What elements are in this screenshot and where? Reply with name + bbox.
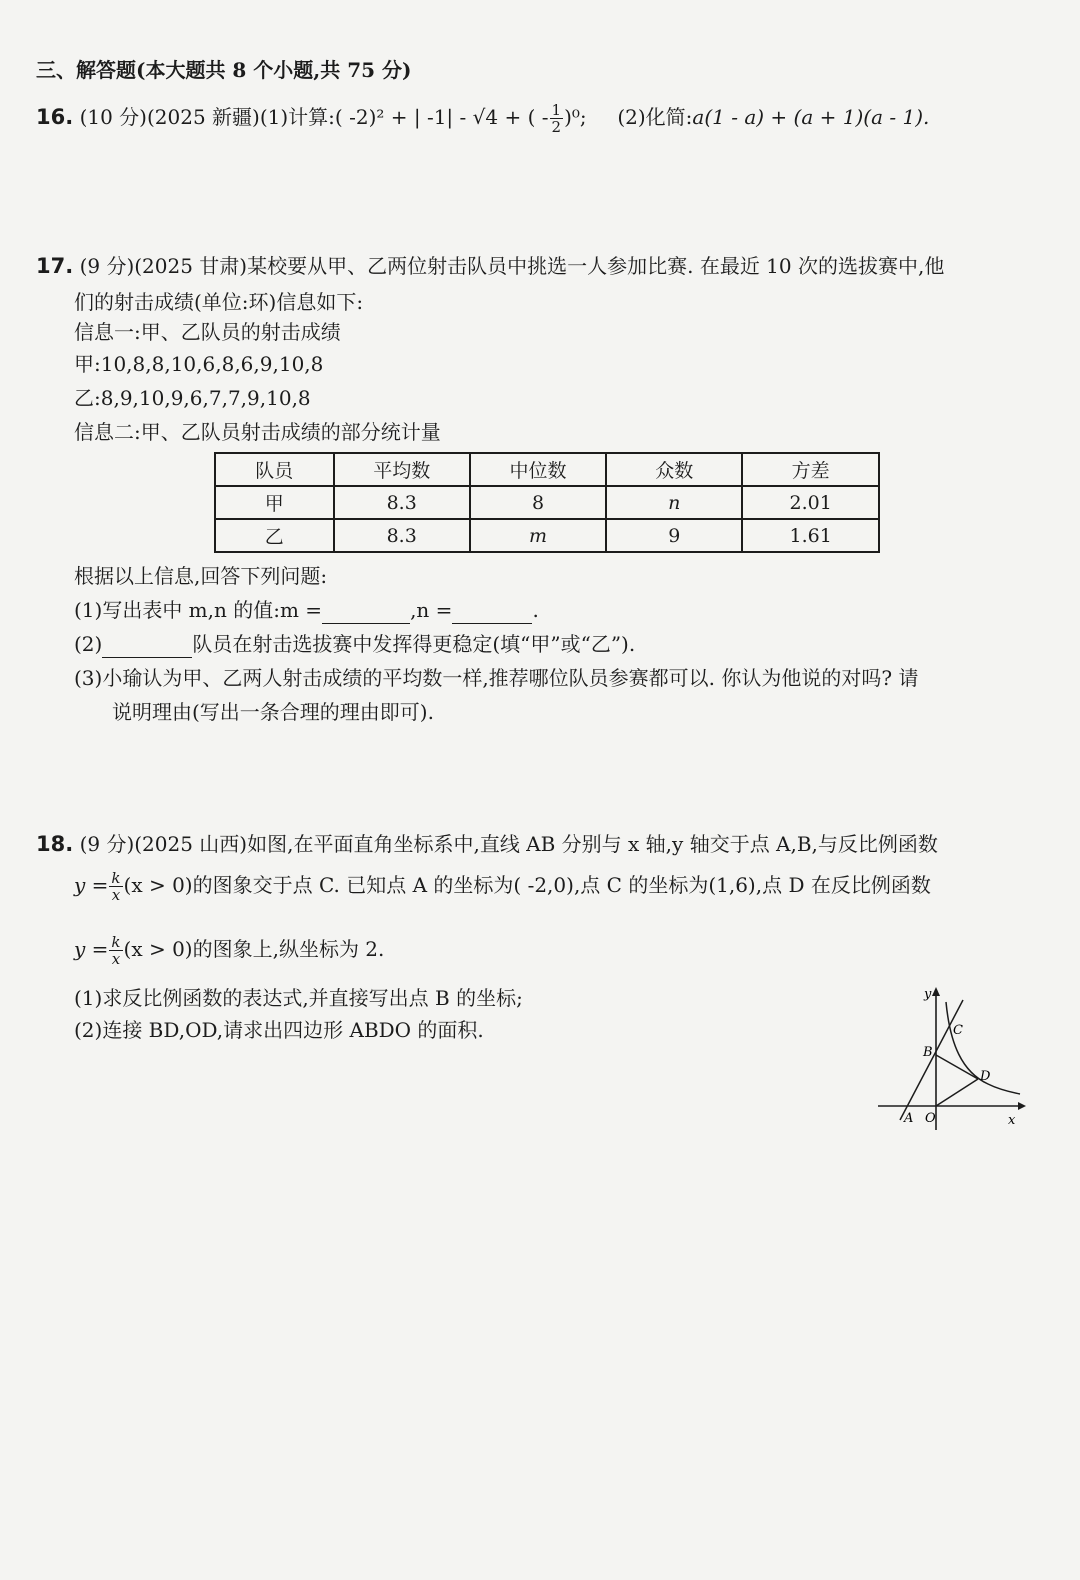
q17-part3-line1: (3)小瑜认为甲、乙两人射击成绩的平均数一样,推荐哪位队员参赛都可以. 你认为他说的对吗? 请 (74, 666, 919, 690)
q17-info2: 信息二:甲、乙队员射击成绩的部分统计量 (74, 420, 441, 444)
q18-number: 18. (36, 832, 74, 856)
q16-frac-num: 1 (551, 101, 562, 119)
q18-y-eq: y = (74, 873, 109, 897)
q18-fraction-2 (109, 934, 122, 967)
q16-meta: (10 分)(2025 新疆) (79, 105, 260, 129)
table-cell: 9 (606, 519, 742, 552)
table-cell: 甲 (215, 486, 334, 519)
table-row (215, 486, 879, 519)
q16-frac-den: 2 (551, 118, 562, 136)
q17-number: 17. (36, 254, 74, 278)
answer-blank-n[interactable] (452, 601, 532, 624)
table-header: 方差 (742, 453, 879, 486)
q16-part2-prefix: (2)化简: (617, 105, 693, 129)
q18-frac-num: k (111, 869, 121, 887)
table-cell: 乙 (215, 519, 334, 552)
answer-blank-player[interactable] (102, 635, 192, 658)
q17-part2 (74, 630, 635, 658)
table-cell: m (470, 519, 606, 552)
line-ab (900, 1000, 963, 1120)
label-a: A (904, 1111, 914, 1126)
q18-frac-den: x (111, 886, 121, 904)
table-header: 中位数 (470, 453, 606, 486)
q17-info1: 信息一:甲、乙队员的射击成绩 (74, 320, 341, 344)
x-axis-arrow (1018, 1102, 1026, 1110)
table-cell: 1.61 (742, 519, 879, 552)
q17-part1-period: . (532, 598, 539, 622)
q17-part2-label: (2) (74, 632, 103, 656)
q18-fraction (109, 870, 122, 903)
q18-stem-line2: (x > 0)的图象交于点 C. 已知点 A 的坐标为( -2,0),点 C 的坐标为(1,6),点 D 在反比例函数 (123, 873, 931, 897)
q16-part1-expr-a: ( -2)² + | -1| - √4 + ( - (334, 105, 549, 129)
q17-scores-jia: 甲:10,8,8,10,6,8,6,9,10,8 (74, 352, 324, 376)
q18-frac-num-2: k (111, 933, 121, 951)
table-cell: 8.3 (334, 486, 470, 519)
q18-part1: (1)求反比例函数的表达式,并直接写出点 B 的坐标; (74, 986, 523, 1010)
q16-number: 16. (36, 105, 74, 129)
q18-stem-line3: (x > 0)的图象上,纵坐标为 2. (123, 937, 385, 961)
table-cell: 8.3 (334, 519, 470, 552)
label-b: B (923, 1045, 933, 1060)
q16-part2-expr: a(1 - a) + (a + 1)(a - 1). (692, 105, 930, 129)
q16-fraction (550, 102, 564, 135)
q17-prompt: 根据以上信息,回答下列问题: (74, 564, 328, 588)
q17-part3-line2: 说明理由(写出一条合理的理由即可). (112, 700, 434, 724)
label-c: C (953, 1023, 963, 1038)
q18-part2: (2)连接 BD,OD,请求出四边形 ABDO 的面积. (74, 1018, 484, 1042)
table-header: 队员 (215, 453, 334, 486)
q17-stem-line1: (9 分)(2025 甘肃)某校要从甲、乙两位射击队员中挑选一人参加比赛. 在最近 10 次的选拔赛中,他 (79, 254, 945, 278)
label-o: O (925, 1111, 936, 1126)
q18-y-eq-2: y = (74, 937, 109, 961)
label-x: x (1008, 1113, 1016, 1128)
table-row (215, 519, 879, 552)
q17-part1-text-n: ,n = (410, 598, 453, 622)
q17-part1 (74, 596, 539, 624)
segment-bd (936, 1055, 978, 1079)
table-header: 众数 (606, 453, 742, 486)
table-header-row (215, 453, 879, 486)
q16-part1-expr-b: )⁰; (564, 105, 587, 129)
q18-frac-den-2: x (111, 950, 121, 968)
stats-table (214, 452, 880, 553)
label-y: y (924, 987, 932, 1002)
q18-line1 (36, 830, 938, 858)
q17-stem-line2: 们的射击成绩(单位:环)信息如下: (74, 290, 364, 314)
y-axis-arrow (932, 987, 940, 996)
q18-stem-line1: (9 分)(2025 山西)如图,在平面直角坐标系中,直线 AB 分别与 x 轴,y 轴交于点 A,B,与反比例函数 (79, 832, 938, 856)
answer-blank-m[interactable] (322, 601, 410, 624)
q17-part2-text: 队员在射击选拔赛中发挥得更稳定(填“甲”或“乙”). (192, 632, 636, 656)
q17-line1 (36, 252, 944, 280)
q17-scores-yi: 乙:8,9,10,9,6,7,7,9,10,8 (74, 386, 311, 410)
table-cell: n (606, 486, 742, 519)
section-title: 三、解答题(本大题共 8 个小题,共 75 分) (36, 58, 412, 82)
table-cell: 8 (470, 486, 606, 519)
q18-line2 (74, 870, 931, 903)
coordinate-figure (870, 982, 1030, 1132)
q18-line3 (74, 934, 384, 967)
table-header: 平均数 (334, 453, 470, 486)
segment-od (936, 1079, 978, 1106)
q17-part1-text: (1)写出表中 m,n 的值:m = (74, 598, 323, 622)
label-d: D (980, 1069, 991, 1084)
question-16 (36, 102, 929, 135)
table-cell: 2.01 (742, 486, 879, 519)
q16-part1-prefix: (1)计算: (259, 105, 335, 129)
